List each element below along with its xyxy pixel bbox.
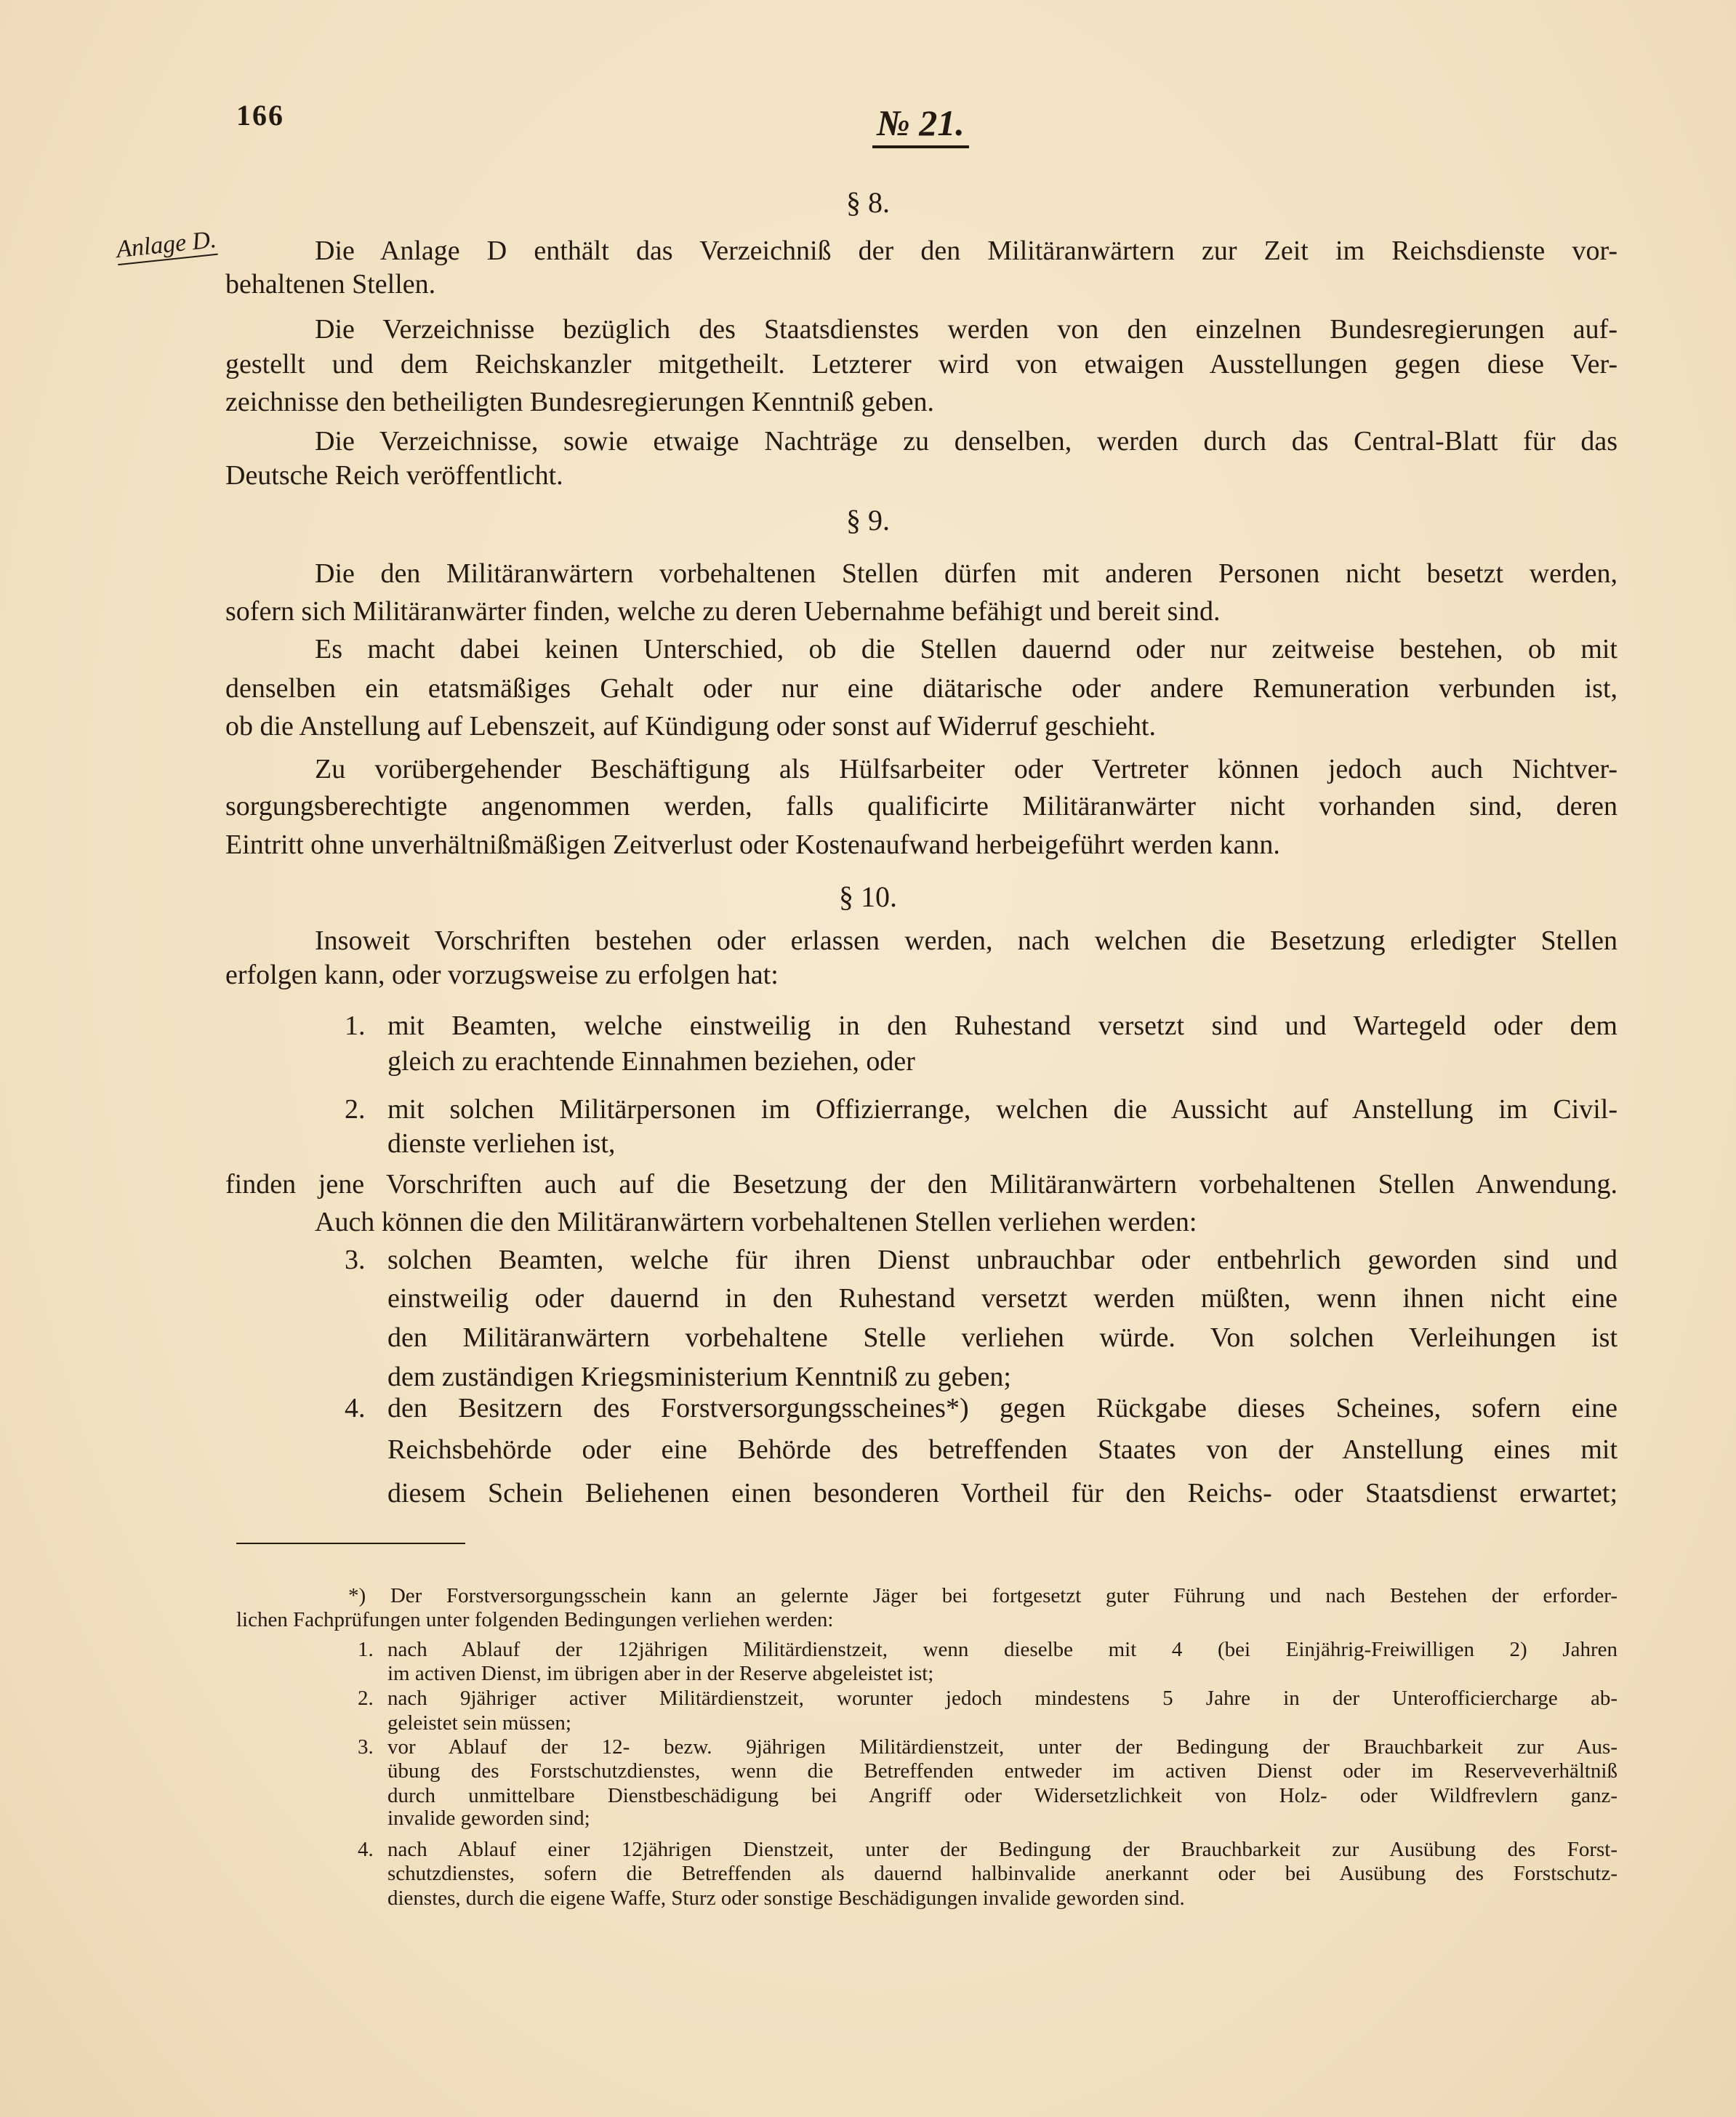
footnote-line: nach Ablauf einer 12jährigen Dienstzeit, unter der Bedingung der Brauchbarkeit zur Ausübung des Forst- [387, 1838, 1618, 1861]
text-line: dem zuständigen Kriegsministerium Kenntniß zu geben; [387, 1362, 1011, 1392]
text-line: solchen Beamten, welche für ihren Dienst unbrauchbar oder entbehrlich geworden sind und [387, 1245, 1618, 1275]
text-line: Es macht dabei keinen Unterschied, ob die Stellen dauernd oder nur zeitweise bestehen, ob mit [315, 634, 1618, 664]
text-line: denselben ein etatsmäßiges Gehalt oder nur eine diätarische oder andere Remuneration verbunden ist, [225, 673, 1618, 704]
text-line: sofern sich Militäranwärter finden, welche zu deren Uebernahme befähigt und bereit sind. [225, 596, 1221, 627]
text-line: 2. [345, 1094, 366, 1125]
text-line: einstweilig oder dauernd in den Ruhestand versetzt werden müßten, wenn ihnen nicht eine [387, 1283, 1618, 1314]
text-line: ob die Anstellung auf Lebenszeit, auf Kündigung oder sonst auf Widerruf geschieht. [225, 711, 1156, 742]
section-heading-9: § 9. [846, 504, 890, 537]
text-line: Die Anlage D enthält das Verzeichniß der den Militäranwärtern zur Zeit im Reichsdienste vor- [315, 236, 1618, 266]
footnote-line: 4. [358, 1838, 374, 1861]
text-line: 1. [345, 1011, 366, 1041]
text-line: diesem Schein Beliehenen einen besonderen Vortheil für den Reichs- oder Staatsdienst erwartet; [387, 1478, 1618, 1509]
text-line: mit solchen Militärpersonen im Offizierrange, welchen die Aussicht auf Anstellung im Civil- [387, 1094, 1618, 1125]
footnote-line: 3. [358, 1735, 374, 1759]
text-line: den Besitzern des Forstversorgungsscheines*) gegen Rückgabe dieses Scheines, sofern eine [387, 1393, 1618, 1423]
text-line: Die Verzeichnisse, sowie etwaige Nachträge zu denselben, werden durch das Central-Blatt für das [315, 426, 1618, 457]
text-line: Reichsbehörde oder eine Behörde des betreffenden Staates von der Anstellung eines mit [387, 1434, 1618, 1465]
text-line: Eintritt ohne unverhältnißmäßigen Zeitverlust oder Kostenaufwand herbeigeführt werden kann. [225, 829, 1280, 860]
page-number: 166 [236, 99, 284, 132]
footnote-line: dienstes, durch die eigene Waffe, Sturz oder sonstige Beschädigungen invalide geworden sind. [387, 1887, 1185, 1910]
footnote-line: invalide geworden sind; [387, 1807, 590, 1830]
issue-number: № 21. [872, 102, 969, 148]
text-line: Zu vorübergehender Beschäftigung als Hülfsarbeiter oder Vertreter können jedoch auch Nichtver- [315, 754, 1618, 784]
footnote-line: *) Der Forstversorgungsschein kann an gelernte Jäger bei fortgesetzt guter Führung und nach Bestehen der erforder- [348, 1584, 1618, 1607]
text-line: Deutsche Reich veröffentlicht. [225, 460, 563, 491]
footnote-line: schutzdienstes, sofern die Betreffenden als dauernd halbinvalide anerkannt oder bei Ausübung des Forstschutz- [387, 1862, 1618, 1885]
footnote-line: 1. [358, 1638, 374, 1661]
section-heading-10: § 10. [839, 880, 897, 913]
text-line: den Militäranwärtern vorbehaltene Stelle verliehen würde. Von solchen Verleihungen ist [387, 1322, 1618, 1353]
text-line: Auch können die den Militäranwärtern vorbehaltenen Stellen verliehen werden: [315, 1207, 1197, 1237]
text-line: finden jene Vorschriften auch auf die Besetzung der den Militäranwärtern vorbehaltenen Stellen Anwendung. [225, 1169, 1618, 1200]
text-line: Die Verzeichnisse bezüglich des Staatsdienstes werden von den einzelnen Bundesregierungen auf- [315, 314, 1618, 345]
text-line: gleich zu erachtende Einnahmen beziehen, oder [387, 1046, 915, 1077]
footnote-line: im activen Dienst, im übrigen aber in der Reserve abgeleistet ist; [387, 1662, 934, 1685]
footnote-line: vor Ablauf der 12- bezw. 9jährigen Militärdienstzeit, unter der Bedingung der Brauchbarkeit zur Aus- [387, 1735, 1618, 1759]
text-line: zeichnisse den betheiligten Bundesregierungen Kenntniß geben. [225, 387, 935, 417]
text-line: behaltenen Stellen. [225, 269, 436, 300]
footnote-line: nach 9jähriger activer Militärdienstzeit, worunter jedoch mindestens 5 Jahre in der Unterofficiercharge ab- [387, 1687, 1618, 1710]
footnote-line: nach Ablauf der 12jährigen Militärdienstzeit, wenn dieselbe mit 4 (bei Einjährig-Freiwilligen 2) Jahren [387, 1638, 1618, 1661]
footnote-line: geleistet sein müssen; [387, 1711, 571, 1735]
footnote-line: lichen Fachprüfungen unter folgenden Bedingungen verliehen werden: [236, 1608, 834, 1631]
footnote-line: 2. [358, 1687, 374, 1710]
footnote-line: übung des Forstschutzdienstes, wenn die Betreffenden entweder im activen Dienst oder im Reserveverhältniß [387, 1759, 1618, 1783]
text-line: mit Beamten, welche einstweilig in den Ruhestand versetzt sind und Wartegeld oder dem [387, 1011, 1618, 1041]
text-line: gestellt und dem Reichskanzler mitgetheilt. Letzterer wird von etwaigen Ausstellungen gegen diese Ver- [225, 349, 1618, 379]
text-line: 4. [345, 1393, 366, 1423]
text-line: erfolgen kann, oder vorzugsweise zu erfolgen hat: [225, 960, 779, 990]
footnote-line: durch unmittelbare Dienstbeschädigung bei Angriff oder Widersetzlichkeit von Holz- oder Wildfrevlern ganz- [387, 1784, 1618, 1807]
text-line: 3. [345, 1245, 366, 1275]
text-line: Die den Militäranwärtern vorbehaltenen Stellen dürfen mit anderen Personen nicht besetzt werden, [315, 558, 1618, 589]
text-line: dienste verliehen ist, [387, 1128, 616, 1159]
text-line: sorgungsberechtigte angenommen werden, falls qualificirte Militäranwärter nicht vorhanden sind, deren [225, 791, 1618, 822]
section-heading-8: § 8. [846, 186, 890, 219]
text-line: Insoweit Vorschriften bestehen oder erlassen werden, nach welchen die Besetzung erledigter Stellen [315, 925, 1618, 956]
margin-note: Anlage D. [115, 226, 217, 265]
footnote-divider [236, 1543, 465, 1544]
